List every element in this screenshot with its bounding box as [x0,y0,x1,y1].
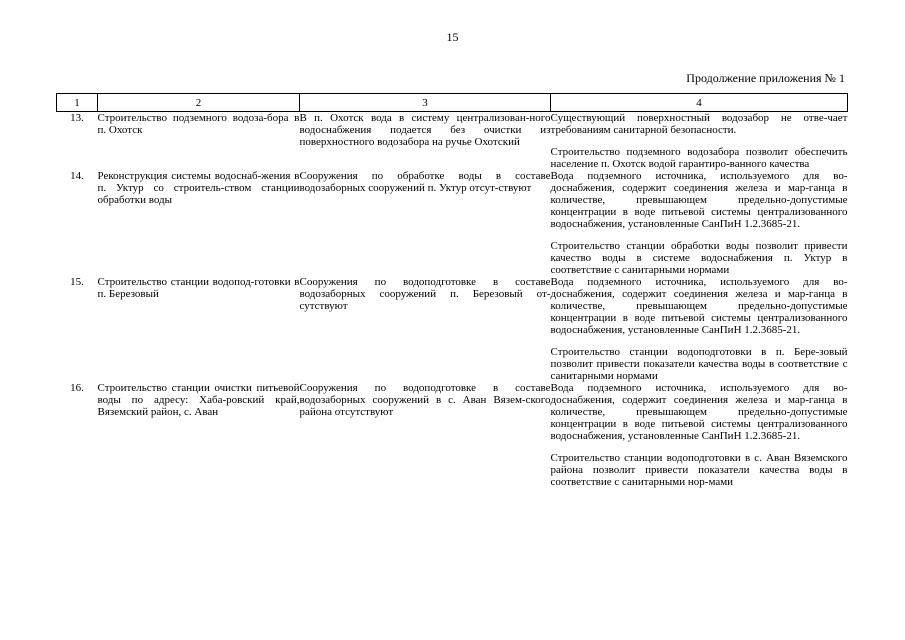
page-number: 15 [446,30,459,44]
justification [551,170,848,276]
justification-paragraph: Строительство станции водоподготовки в п. Бере-зовый позволит привести показатели качества воды в соответствие с санитарными нормами [550,346,848,382]
continuation-label: Продолжение приложения № 1 [686,71,845,85]
header-col-2: 2 [98,94,300,112]
justification [551,382,848,488]
current-state: Сооружения по обработке воды в составе водозаборных сооружений п. Уктур отсут-ствуют [299,170,551,194]
current-state: Сооружения по водоподготовке в составе водозаборных сооружений п. Березовый от-сутствуют [299,276,551,312]
project-name: Строительство станции водопод-готовки в п. Березовый [97,276,300,300]
justification-paragraph: Вода подземного источника, используемого для во-доснабжения, содержит соединения железа и мар-ганца в количестве, превышающем предельно-допустимые концентрации в воде питьевой системы централизованного водоснабжения, установленные СанПиН 1.2.3685-21. [550,170,848,230]
justification [551,112,848,171]
current-state: Сооружения по водоподготовке в составе водозаборных сооружений в с. Аван Вязем-ского района отсутствуют [299,382,551,418]
row-number: 16. [70,382,84,394]
table-row [57,112,848,171]
row-number: 14. [70,170,84,182]
table-header-row [57,94,848,112]
justification-paragraph: Вода подземного источника, используемого для во-доснабжения, содержит соединения железа и мар-ганца в количестве, превышающем предельно-допустимые концентрации в воде питьевой системы централизованного водоснабжения, установленные СанПиН 1.2.3685-21. [550,276,848,336]
justification-paragraph: Строительство станции обработки воды позволит привести качество воды в системе водоснабжения п. Уктур в соответствие с санитарными нормами [550,240,848,276]
row-number: 15. [70,276,84,288]
justification-paragraph: Вода подземного источника, используемого для во-доснабжения, содержит соединения железа и мар-ганца в количестве, превышающем предельно-допустимые концентрации в воде питьевой системы централизованного водоснабжения, установленные СанПиН 1.2.3685-21. [550,382,848,442]
table-row [57,170,848,276]
current-state: В п. Охотск вода в систему централизован-ного водоснабжения подается без очистки из поверхностного водозабора на ручье Охотский [299,112,551,148]
justification-paragraph: Существующий поверхностный водозабор не отве-чает требованиям санитарной безопасности. [550,112,848,136]
justification-paragraph: Строительство станции водоподготовки в с. Аван Вяземского района позволит привести показатели качества воды в соответствие с санитарными нор-мами [550,452,848,488]
table-row [57,276,848,382]
project-name: Реконструкция системы водоснаб-жения в п. Уктур со строитель-ством станции обработки воды [97,170,300,206]
table-row [57,382,848,488]
projects-table [56,93,848,488]
project-name: Строительство станции очистки питьевой воды по адресу: Хаба-ровский край, Вяземский район, с. Аван [97,382,300,418]
justification-paragraph: Строительство подземного водозабора позволит обеспечить население п. Охотск водой гарантиро-ванного качества [550,146,848,170]
row-number: 13. [70,112,84,124]
header-col-1: 1 [57,94,98,112]
header-col-3: 3 [300,94,551,112]
justification [551,276,848,382]
header-col-4: 4 [551,94,848,112]
project-name: Строительство подземного водоза-бора в п. Охотск [97,112,300,136]
